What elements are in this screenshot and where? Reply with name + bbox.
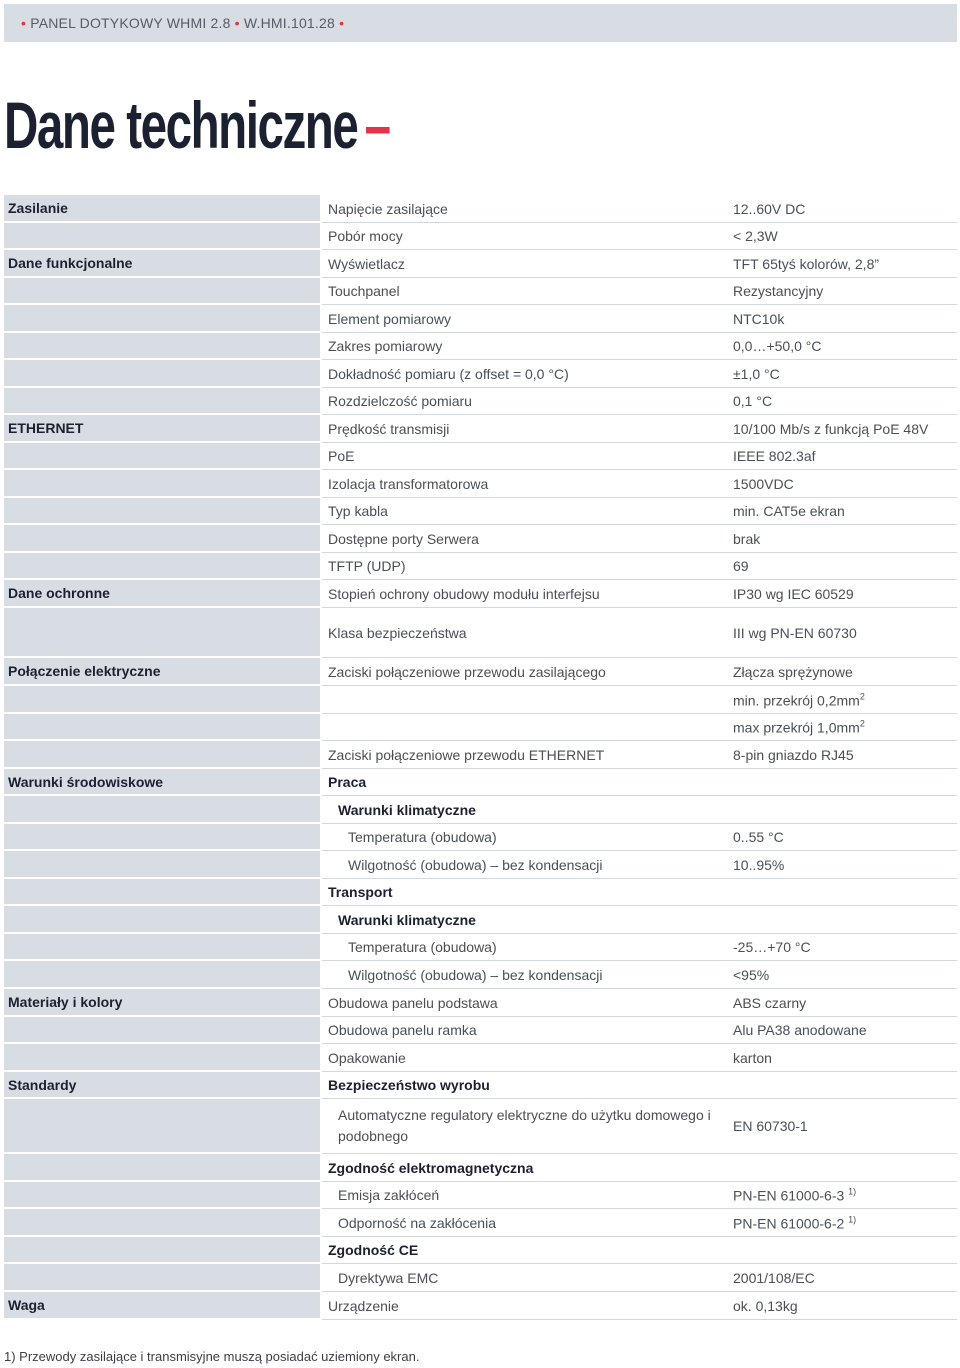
- row-content: [322, 1237, 957, 1264]
- parameter-label: Bezpieczeństwo wyrobu: [328, 1077, 490, 1093]
- row-content: [322, 1182, 957, 1209]
- parameter-label: Zaciski połączeniowe przewodu ETHERNET: [328, 746, 605, 763]
- parameter-label: Urządzenie: [328, 1297, 399, 1314]
- value-text: 10/100 Mb/s z funkcją PoE 48V: [733, 420, 929, 437]
- value-text: min. przekrój 0,2mm: [733, 691, 860, 708]
- category-cell: [4, 714, 320, 741]
- row-content: [322, 553, 957, 580]
- value-superscript: 1): [848, 1186, 857, 1197]
- parameter-value: [733, 747, 854, 763]
- category-cell: [4, 906, 320, 934]
- category-label: Zasilanie: [8, 200, 68, 216]
- table-row: [4, 443, 957, 470]
- value-text: NTC10k: [733, 310, 785, 327]
- row-content: [322, 1044, 957, 1072]
- category-cell: [4, 1237, 320, 1264]
- parameter-label: Warunki klimatyczne: [338, 801, 476, 818]
- category-cell: [4, 1072, 320, 1099]
- row-content: [322, 741, 957, 769]
- parameter-value: [733, 558, 749, 574]
- parameter-value: [733, 967, 769, 983]
- table-row: [4, 989, 957, 1017]
- row-content: [322, 498, 957, 525]
- row-content: [322, 580, 957, 608]
- table-row: [4, 1072, 957, 1099]
- row-content: [322, 360, 957, 388]
- parameter-label: Klasa bezpieczeństwa: [328, 624, 467, 641]
- parameter-value: [733, 1022, 867, 1038]
- parameter-label: Touchpanel: [328, 283, 400, 299]
- table-row: [4, 608, 957, 658]
- parameter-label: TFTP (UDP): [328, 558, 406, 574]
- value-text: 69: [733, 558, 749, 574]
- parameter-value: [733, 1298, 798, 1314]
- row-content: [322, 443, 957, 470]
- table-row: [4, 1292, 957, 1320]
- table-row: [4, 796, 957, 824]
- parameter-label: Wilgotność (obudowa) – bez kondensacji: [348, 856, 603, 873]
- category-cell: [4, 305, 320, 333]
- category-label: Standardy: [8, 1076, 77, 1093]
- parameter-value: [733, 691, 865, 708]
- row-content: [322, 686, 957, 714]
- row-content: [322, 879, 957, 906]
- parameter-label: Pobór mocy: [328, 228, 403, 244]
- parameter-value: [733, 421, 928, 437]
- value-text: karton: [733, 1049, 772, 1066]
- row-content: [322, 608, 957, 658]
- parameter-label: Zgodność elektromagnetyczna: [328, 1159, 534, 1176]
- parameter-value: [733, 939, 811, 955]
- parameter-label: Transport: [328, 884, 393, 900]
- parameter-label: Wilgotność (obudowa) – bez kondensacji: [348, 966, 603, 983]
- parameter-value: [733, 393, 772, 409]
- row-content: [322, 525, 957, 553]
- value-text: 0,1 °C: [733, 393, 773, 409]
- table-row: [4, 333, 957, 360]
- value-superscript: 2: [859, 691, 865, 702]
- table-row: [4, 525, 957, 553]
- category-cell: [4, 1099, 320, 1154]
- category-cell: [4, 608, 320, 658]
- category-cell: [4, 1264, 320, 1292]
- category-cell: [4, 360, 320, 388]
- parameter-label: Emisja zakłóceń: [338, 1187, 440, 1203]
- parameter-label: Typ kabla: [328, 503, 388, 519]
- parameter-label: Rozdzielczość pomiaru: [328, 393, 472, 409]
- table-row: [4, 1154, 957, 1182]
- category-cell: [4, 415, 320, 443]
- category-label: Połączenie elektryczne: [8, 663, 161, 679]
- category-label: Warunki środowiskowe: [8, 773, 164, 790]
- parameter-label: Dyrektywa EMC: [338, 1269, 439, 1286]
- value-text: 0..55 °C: [733, 829, 784, 845]
- parameter-label: Obudowa panelu podstawa: [328, 994, 498, 1011]
- parameter-value: [733, 338, 821, 354]
- parameter-value: [733, 228, 778, 244]
- value-text: brak: [733, 530, 761, 547]
- category-cell: [4, 333, 320, 360]
- bullet: •: [339, 15, 345, 31]
- table-row: [4, 553, 957, 580]
- table-row: [4, 1099, 957, 1154]
- row-content: [322, 278, 957, 305]
- row-content: [322, 658, 957, 686]
- category-cell: [4, 470, 320, 498]
- category-cell: [4, 989, 320, 1017]
- category-cell: [4, 686, 320, 714]
- value-text: Złącza sprężynowe: [733, 663, 853, 680]
- value-text: < 2,3W: [733, 228, 778, 244]
- table-row: [4, 769, 957, 796]
- category-cell: [4, 1154, 320, 1182]
- parameter-label: Zakres pomiarowy: [328, 338, 443, 354]
- value-text: <95%: [733, 966, 770, 983]
- parameter-value: [733, 531, 760, 547]
- category-label: ETHERNET: [8, 420, 84, 436]
- value-text: EN 60730-1: [733, 1118, 808, 1134]
- table-row: [4, 1209, 957, 1237]
- category-cell: [4, 1182, 320, 1209]
- table-row: [4, 1237, 957, 1264]
- parameter-label: Napięcie zasilające: [328, 200, 448, 217]
- parameter-label: Izolacja transformatorowa: [328, 475, 489, 492]
- value-text: 12..60V DC: [733, 200, 806, 217]
- value-text: Alu PA38 anodowane: [733, 1022, 867, 1038]
- parameter-label: Temperatura (obudowa): [348, 939, 497, 955]
- product-name: PANEL DOTYKOWY WHMI 2.8: [30, 15, 231, 31]
- table-row: [4, 415, 957, 443]
- table-row: [4, 824, 957, 851]
- category-cell: [4, 498, 320, 525]
- row-content: [322, 851, 957, 879]
- category-cell: [4, 796, 320, 824]
- table-row: [4, 879, 957, 906]
- parameter-label: Opakowanie: [328, 1049, 406, 1066]
- category-cell: [4, 278, 320, 305]
- value-superscript: 2: [859, 718, 865, 729]
- category-cell: [4, 250, 320, 278]
- table-row: [4, 498, 957, 525]
- row-content: [322, 305, 957, 333]
- table-row: [4, 278, 957, 305]
- parameter-label: Zaciski połączeniowe przewodu zasilającego: [328, 663, 606, 680]
- table-row: [4, 223, 957, 250]
- title-dash: –: [364, 88, 390, 162]
- table-row: [4, 580, 957, 608]
- header-title: [21, 15, 344, 31]
- parameter-label: Dokładność pomiaru (z offset = 0,0 °C): [328, 365, 569, 382]
- parameter-label: Element pomiarowy: [328, 310, 451, 327]
- parameter-label: Wyświetlacz: [328, 255, 405, 272]
- parameter-value: [733, 1270, 815, 1286]
- table-row: [4, 1182, 957, 1209]
- category-cell: [4, 195, 320, 223]
- table-row: [4, 250, 957, 278]
- row-content: [322, 1154, 957, 1182]
- parameter-value: [733, 1214, 856, 1231]
- value-text: 10..95%: [733, 856, 785, 873]
- parameter-label: Praca: [328, 774, 367, 790]
- parameter-label: Automatyczne regulatory elektryczne do użytku domowego i podobnego: [338, 1107, 711, 1144]
- parameter-value: [733, 1118, 808, 1134]
- parameter-value: [733, 829, 784, 845]
- category-cell: [4, 934, 320, 961]
- row-content: [322, 1017, 957, 1044]
- value-text: 0,0…+50,0 °C: [733, 338, 822, 354]
- page-title: [4, 80, 390, 170]
- footnote: 1) Przewody zasilające i transmisyjne muszą posiadać uziemiony ekran.: [4, 1349, 420, 1364]
- value-text: PN-EN 61000-6-2: [733, 1214, 849, 1231]
- parameter-value: [733, 448, 816, 464]
- category-cell: [4, 1292, 320, 1320]
- parameter-value: [733, 625, 857, 641]
- header-bar: [4, 4, 957, 42]
- page-title-text: Dane techniczne: [4, 88, 358, 162]
- parameter-label: Dostępne porty Serwera: [328, 530, 479, 547]
- table-row: [4, 388, 957, 415]
- row-content: [322, 415, 957, 443]
- table-row: [4, 1044, 957, 1072]
- value-text: 2001/108/EC: [733, 1269, 815, 1286]
- parameter-label: Odporność na zakłócenia: [338, 1214, 496, 1231]
- parameter-value: [733, 1050, 772, 1066]
- parameter-label: Temperatura (obudowa): [348, 829, 497, 845]
- value-superscript: 1): [848, 1214, 857, 1225]
- row-content: [322, 250, 957, 278]
- parameter-value: [733, 311, 784, 327]
- table-row: [4, 851, 957, 879]
- value-text: Rezystancyjny: [733, 283, 824, 299]
- bullet: •: [234, 15, 240, 31]
- parameter-value: [733, 719, 865, 736]
- value-text: ok. 0,13kg: [733, 1297, 798, 1314]
- table-row: [4, 934, 957, 961]
- parameter-value: [733, 201, 805, 217]
- category-cell: [4, 223, 320, 250]
- parameter-label: Prędkość transmisji: [328, 420, 450, 437]
- table-row: [4, 741, 957, 769]
- row-content: [322, 1099, 957, 1154]
- row-content: [322, 195, 957, 223]
- row-content: [322, 333, 957, 360]
- row-content: [322, 1292, 957, 1320]
- category-cell: [4, 1209, 320, 1237]
- parameter-value: [733, 664, 853, 680]
- table-row: [4, 470, 957, 498]
- table-row: [4, 714, 957, 741]
- category-cell: [4, 851, 320, 879]
- category-cell: [4, 961, 320, 989]
- value-text: 8-pin gniazdo RJ45: [733, 746, 854, 763]
- value-text: 1500VDC: [733, 475, 794, 492]
- row-content: [322, 223, 957, 250]
- parameter-value: [733, 857, 784, 873]
- category-cell: [4, 553, 320, 580]
- parameter-label: Warunki klimatyczne: [338, 911, 476, 928]
- value-text: max przekrój 1,0mm: [733, 719, 860, 736]
- parameter-label: PoE: [328, 448, 355, 464]
- category-label: Waga: [8, 1297, 45, 1313]
- category-cell: [4, 525, 320, 553]
- row-content: [322, 796, 957, 824]
- parameter-value: [733, 476, 794, 492]
- table-row: [4, 195, 957, 223]
- category-cell: [4, 388, 320, 415]
- table-row: [4, 305, 957, 333]
- parameter-value: [733, 1187, 856, 1204]
- row-content: [322, 714, 957, 741]
- parameter-value: [733, 503, 845, 519]
- parameter-value: [733, 995, 806, 1011]
- parameter-label: Zgodność CE: [328, 1242, 419, 1258]
- value-text: TFT 65tyś kolorów, 2,8”: [733, 255, 880, 272]
- table-row: [4, 686, 957, 714]
- parameter-value: [733, 366, 780, 382]
- category-label: Dane ochronne: [8, 585, 110, 601]
- bullet: •: [21, 15, 27, 31]
- category-cell: [4, 1017, 320, 1044]
- category-label: Dane funkcjonalne: [8, 255, 133, 271]
- parameter-label: Stopień ochrony obudowy modułu interfejsu: [328, 585, 600, 602]
- row-content: [322, 1264, 957, 1292]
- parameter-value: [733, 256, 879, 272]
- row-content: [322, 1072, 957, 1099]
- table-row: [4, 360, 957, 388]
- value-text: -25…+70 °C: [733, 939, 811, 955]
- value-text: min. CAT5e ekran: [733, 503, 845, 519]
- row-content: [322, 824, 957, 851]
- value-text: PN-EN 61000-6-3: [733, 1187, 849, 1204]
- parameter-value: [733, 586, 854, 602]
- table-row: [4, 1264, 957, 1292]
- category-cell: [4, 443, 320, 470]
- product-code: W.HMI.101.28: [243, 15, 335, 31]
- category-cell: [4, 741, 320, 769]
- table-row: [4, 658, 957, 686]
- category-cell: [4, 769, 320, 796]
- category-cell: [4, 824, 320, 851]
- row-content: [322, 388, 957, 415]
- table-row: [4, 1017, 957, 1044]
- category-cell: [4, 580, 320, 608]
- value-text: ABS czarny: [733, 994, 807, 1011]
- category-cell: [4, 1044, 320, 1072]
- row-content: [322, 934, 957, 961]
- table-row: [4, 906, 957, 934]
- category-label: Materiały i kolory: [8, 994, 123, 1010]
- value-text: III wg PN-EN 60730: [733, 624, 857, 641]
- row-content: [322, 470, 957, 498]
- row-content: [322, 1209, 957, 1237]
- parameter-label: Obudowa panelu ramka: [328, 1022, 477, 1038]
- value-text: IP30 wg IEC 60529: [733, 585, 854, 602]
- row-content: [322, 906, 957, 934]
- table-row: [4, 961, 957, 989]
- value-text: IEEE 802.3af: [733, 448, 816, 464]
- row-content: [322, 989, 957, 1017]
- parameter-value: [733, 283, 823, 299]
- category-cell: [4, 658, 320, 686]
- value-text: ±1,0 °C: [733, 365, 780, 382]
- row-content: [322, 769, 957, 796]
- row-content: [322, 961, 957, 989]
- category-cell: [4, 879, 320, 906]
